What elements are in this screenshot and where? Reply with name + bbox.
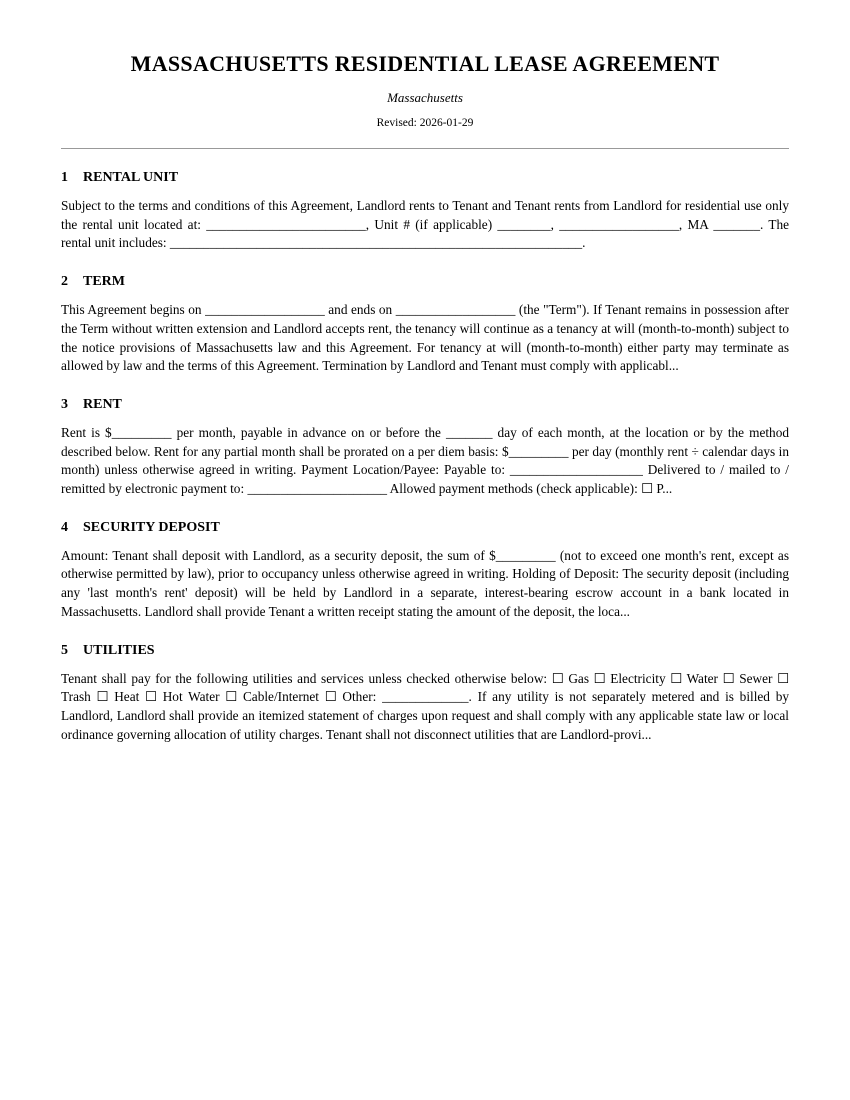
section-title: UTILITIES (83, 642, 155, 658)
section-security-deposit-body: Amount: Tenant shall deposit with Landlord, as a security deposit, the sum of $_________ (not to exceed one month's rent, except as otherwise permitted by law), prior to occupancy unless otherwise agreed in writing. Holding of Deposit: The security deposit (including any 'last month's rent' deposit) will be held by Landlord in a separate, interest-bearing escrow account in a bank located in Massachusetts. Landlord shall provide Tenant a written receipt stating the amount of the deposit, the loca... (61, 547, 789, 619)
section-title: RENTAL UNIT (83, 170, 179, 185)
section-term-heading (61, 274, 789, 290)
section-number: 1 (61, 170, 68, 185)
header-divider (61, 148, 789, 149)
section-number: 4 (61, 519, 68, 535)
section-term-body: This Agreement begins on __________________ and ends on __________________ (the "Term"). If Tenant remains in possession after the Term without written extension and Landlord accepts rent, the tenancy will continue as a tenancy at will (month-to-month) subject to the notice provisions of Massachusetts law and this Agreement. For tenancy at will (month-to-month) either party may terminate as allowed by law and the terms of this Agreement. Termination by Landlord and Tenant must comply with applicabl... (61, 302, 789, 374)
document-state-subtitle: Massachusetts (387, 90, 463, 105)
document-header (61, 51, 789, 149)
section-security-deposit-heading (61, 520, 789, 536)
section-title: TERM (83, 274, 125, 290)
section-utilities-heading (61, 643, 789, 659)
section-rent-body: Rent is $_________ per month, payable in advance on or before the _______ day of each month, at the location or by the method described below. Rent for any partial month shall be prorated on a per diem basis: $_________ per day (monthly rent ÷ calendar days in month) unless otherwise agreed in writing. Payment Location/Payee: Payable to: ____________________ Delivered to / mailed to / remitted by electronic payment to: _____________________ Allowed payment methods (check applicable): ☐ P... (61, 424, 789, 497)
section-term (61, 274, 789, 376)
section-utilities-body: Tenant shall pay for the following utilities and services unless checked otherwise below: ☐ Gas ☐ Electricity ☐ Water ☐ Sewer ☐ Trash ☐ Heat ☐ Hot Water ☐ Cable/Internet ☐ Other: _____________. If any utility is not separately metered and is billed by Landlord, Landlord shall provide an itemized statement of charges upon request and shall comply with any applicable state law or local ordinance governing allocation of utility charges. Tenant shall not disconnect utilities that are Landlord-provi... (61, 670, 789, 742)
section-rental-unit-body: Subject to the terms and conditions of this Agreement, Landlord rents to Tenant and Tenant rents from Landlord for residential use only the rental unit located at: ________________________, Unit # (if applicable) ________, __________________, MA _______. The rental unit includes: ______________________________________________________________. (61, 198, 789, 251)
section-rent (61, 397, 789, 499)
section-number: 5 (61, 642, 68, 658)
document-title: MASSACHUSETTS RESIDENTIAL LEASE AGREEMENT (130, 51, 720, 76)
section-rent-heading (61, 397, 789, 413)
section-title: RENT (83, 396, 122, 412)
section-number: 3 (61, 396, 68, 412)
section-security-deposit (61, 520, 789, 622)
section-title: SECURITY DEPOSIT (83, 519, 220, 535)
section-rental-unit-heading (61, 170, 789, 186)
document-revised-date: Revised: 2026-01-29 (376, 117, 474, 129)
section-utilities (61, 643, 789, 745)
section-number: 2 (61, 274, 68, 290)
section-rental-unit (61, 170, 789, 253)
